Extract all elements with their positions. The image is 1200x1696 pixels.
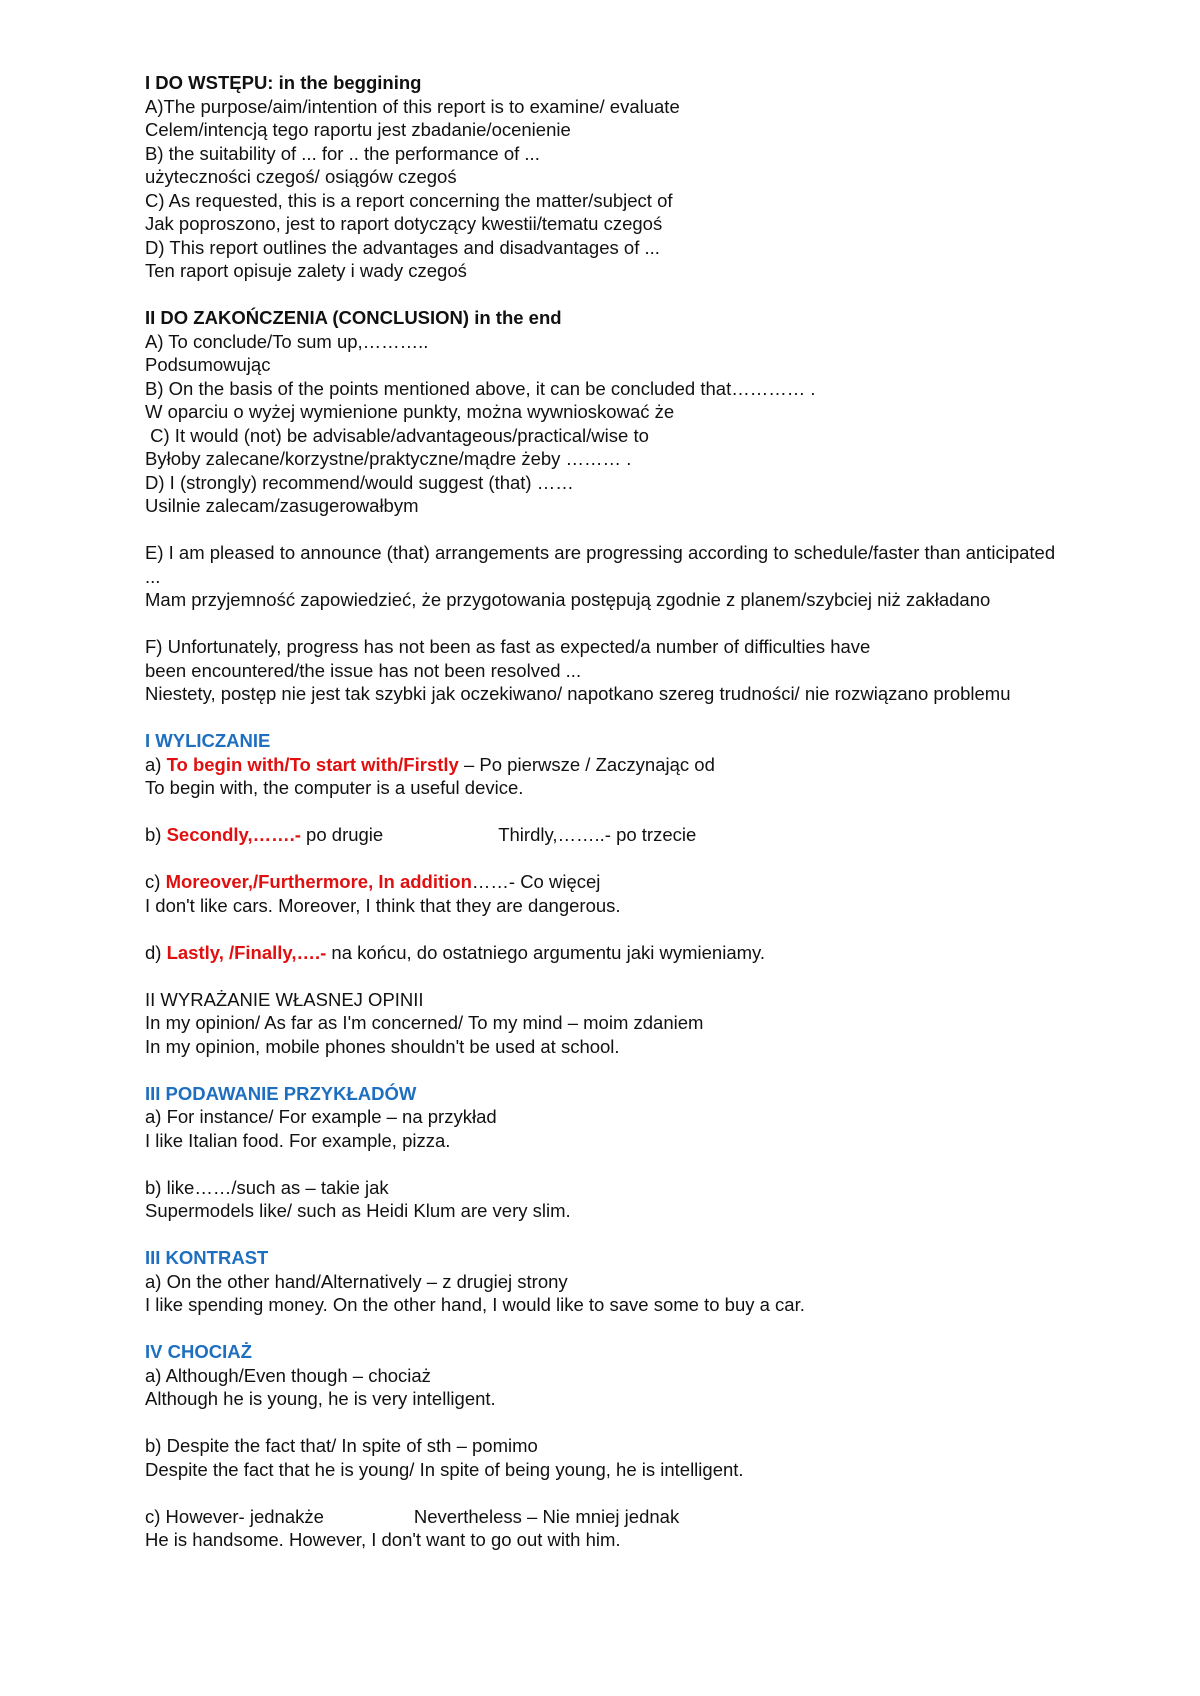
paragraph-f-line: been encountered/the issue has not been resolved ... (145, 659, 582, 681)
item-prefix: b) (145, 824, 167, 845)
enumeration-b (145, 823, 1075, 847)
text-line: użyteczności czegoś/ osiągów czegoś (145, 166, 457, 187)
enumeration-a (145, 753, 1075, 777)
example-sentence: To begin with, the computer is a useful device. (145, 777, 524, 798)
text-line: D) I (strongly) recommend/would suggest (that) …… (145, 471, 574, 493)
section-heading-enumeration: I WYLICZANIE (145, 730, 271, 751)
example-sentence: Despite the fact that he is young/ In spite of being young, he is intelligent. (145, 1458, 744, 1480)
text-line: A)The purpose/aim/intention of this report is to examine/ evaluate (145, 95, 680, 117)
nevertheless-phrase: Nevertheless – Nie mniej jednak (413, 1505, 680, 1527)
item-translation: po drugie (300, 824, 384, 845)
highlight-phrase: Moreover,/Furthermore, In addition (165, 871, 472, 892)
section-heading-contrast: III KONTRAST (145, 1247, 269, 1268)
enumeration-d (145, 941, 1075, 965)
item-prefix: a) (145, 753, 167, 775)
section-heading-opinion: II WYRAŻANIE WŁASNEJ OPINII (145, 988, 424, 1010)
document-page (145, 71, 1075, 1552)
text-line: Usilnie zalecam/zasugerowałbym (145, 495, 419, 516)
paragraph-e-english: E) I am pleased to announce (that) arrangements are progressing according to schedule/faster than anticipated ... (145, 542, 1056, 587)
text-line: b) like……/such as – takie jak (145, 1176, 389, 1198)
text-line-however (145, 1505, 1075, 1529)
text-line: Jak poproszono, jest to raport dotyczący kwestii/tematu czegoś (145, 213, 663, 234)
paragraph-e-polish: Mam przyjemność zapowiedzieć, że przygotowania postępują zgodnie z planem/szybciej niż zakładano (145, 589, 991, 610)
section-heading-introduction: I DO WSTĘPU: in the beggining (145, 72, 422, 93)
example-sentence: I like Italian food. For example, pizza. (145, 1129, 451, 1151)
highlight-phrase: Secondly,…….- (166, 824, 301, 845)
text-line: a) On the other hand/Alternatively – z drugiej strony (145, 1270, 568, 1292)
text-line: C) It would (not) be advisable/advantageous/practical/wise to (145, 424, 649, 446)
text-line: In my opinion/ As far as I'm concerned/ To my mind – moim zdaniem (145, 1012, 704, 1033)
paragraph-f-polish: Niestety, postęp nie jest tak szybki jak oczekiwano/ napotkano szereg trudności/ nie rozwiązano problemu (145, 683, 1011, 704)
text-line: b) Despite the fact that/ In spite of sth – pomimo (145, 1435, 538, 1456)
section-heading-examples: III PODAWANIE PRZYKŁADÓW (145, 1082, 417, 1104)
text-line: A) To conclude/To sum up,……….. (145, 330, 429, 352)
text-line: C) As requested, this is a report concerning the matter/subject of (145, 189, 673, 211)
text-line: a) For instance/ For example – na przykład (145, 1106, 497, 1127)
highlight-phrase: Lastly, /Finally,….- (166, 941, 327, 963)
text-line: B) the suitability of ... for .. the performance of ... (145, 142, 540, 164)
section-heading-conclusion: II DO ZAKOŃCZENIA (CONCLUSION) in the end (145, 307, 562, 328)
paragraph-f-line: F) Unfortunately, progress has not been as fast as expected/a number of difficulties have (145, 636, 871, 657)
text-line: Byłoby zalecane/korzystne/praktyczne/mądre żeby ……… . (145, 448, 632, 469)
example-sentence: He is handsome. However, I don't want to go out with him. (145, 1529, 621, 1550)
item-translation: – Po pierwsze / Zaczynając od (458, 753, 715, 775)
example-sentence: In my opinion, mobile phones shouldn't be used at school. (145, 1035, 620, 1057)
highlight-phrase: To begin with/To start with/Firstly (166, 753, 459, 775)
text-line: a) Although/Even though – chociaż (145, 1364, 431, 1386)
example-sentence: Although he is young, he is very intelligent. (145, 1388, 496, 1409)
text-line: Ten raport opisuje zalety i wady czegoś (145, 260, 467, 281)
enumeration-c (145, 870, 1075, 894)
item-prefix: c) (145, 871, 166, 892)
item-translation: na końcu, do ostatniego argumentu jaki wymieniamy. (326, 941, 766, 963)
example-sentence: I don't like cars. Moreover, I think that they are dangerous. (145, 894, 621, 916)
text-line: D) This report outlines the advantages and disadvantages of ... (145, 236, 660, 258)
section-heading-although: IV CHOCIAŻ (145, 1341, 252, 1362)
example-sentence: Supermodels like/ such as Heidi Klum are very slim. (145, 1200, 571, 1221)
text-line: W oparciu o wyżej wymienione punkty, można wywnioskować że (145, 401, 675, 422)
text-line: Podsumowując (145, 354, 271, 375)
item-translation: ……- Co więcej (471, 871, 601, 892)
text-line: Celem/intencją tego raportu jest zbadanie/ocenienie (145, 119, 571, 140)
example-sentence: I like spending money. On the other hand, I would like to save some to buy a car. (145, 1294, 805, 1315)
text-line: B) On the basis of the points mentioned above, it can be concluded that………… . (145, 377, 816, 399)
however-phrase: c) However- jednakże (145, 1505, 324, 1527)
item-third: Thirdly,……..- po trzecie (498, 824, 697, 845)
item-prefix: d) (145, 941, 167, 963)
